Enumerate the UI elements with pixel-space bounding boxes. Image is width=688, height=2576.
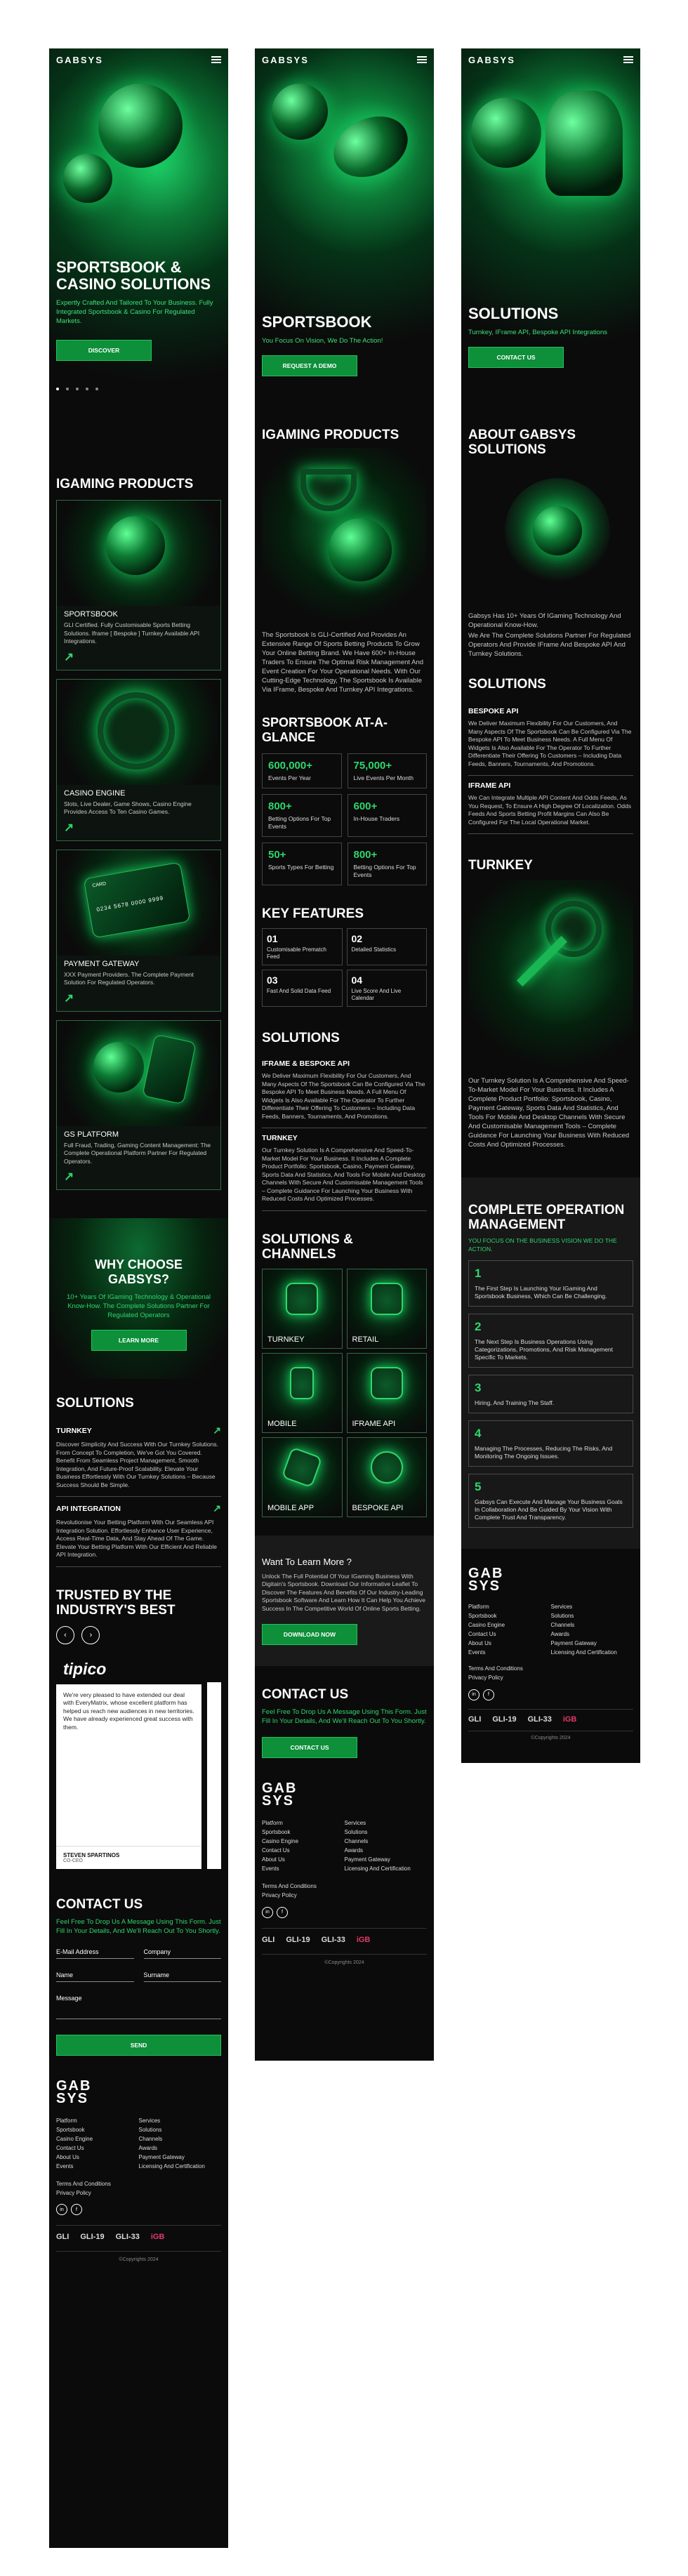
channel-card[interactable]: TURNKEY <box>262 1269 343 1349</box>
footer-link[interactable]: Awards <box>138 2144 158 2151</box>
hero-subtitle: Turnkey, IFrame API, Bespoke API Integrations <box>468 329 608 336</box>
stat-box: 800+ Betting Options For Top Events <box>348 843 428 885</box>
gli19-badge: GLI-19 <box>492 1715 517 1724</box>
footer-link[interactable]: About Us <box>56 2153 79 2160</box>
section-title: SOLUTIONS <box>56 1396 134 1411</box>
footer-link[interactable]: Licensing And Certification <box>344 1865 411 1872</box>
tennis-ball-graphic <box>93 1042 144 1092</box>
footer-link[interactable]: Licensing And Certification <box>138 2162 205 2169</box>
solution-item: IFRAME API We Can Integrate Multiple API Content And Odds Feeds, As You Request, To Ensure A High Degree Of Localization. Odds Feeds And Sports Betting Profit Margins Can Also Be Configured For The Local Operational Market. <box>468 776 633 834</box>
arrow-icon[interactable]: ↗ <box>64 649 74 663</box>
card-title: SPORTSBOOK <box>64 610 118 619</box>
why-choose-section <box>49 1218 228 1379</box>
carousel-dot[interactable] <box>86 388 88 390</box>
linkedin-icon[interactable]: in <box>468 1689 479 1700</box>
footer-link[interactable]: Solutions <box>550 1613 574 1619</box>
feature-box: 01 Customisable Prematch Feed <box>262 928 343 965</box>
learn-text: Unlock The Full Potential Of Your IGaming Business With Digitain's Sportsbook. Download Our Informative Leaflet To Discover The Features And Benefits Of Our Industry-Leading Sportsbook Software And Learn How It Can Help You Achieve Success In The Competitive World Of Online Sports Betting. <box>262 1572 425 1612</box>
footer-link[interactable]: Contact Us <box>468 1631 496 1637</box>
section-title: IGAMING PRODUCTS <box>262 428 399 442</box>
section-title: KEY FEATURES <box>262 906 364 921</box>
carousel-dot[interactable] <box>95 388 98 390</box>
copyright: ©Copyrights 2024 <box>262 1954 427 1965</box>
hero-title: SOLUTIONS <box>468 305 559 322</box>
footer-link[interactable]: About Us <box>262 1856 285 1863</box>
hero-subtitle: You Focus On Vision, We Do The Action! <box>262 337 383 345</box>
footer-link[interactable]: Channels <box>550 1622 575 1628</box>
section-title: SOLUTIONS & CHANNELS <box>262 1231 353 1262</box>
step-box: 2 The Next Step Is Business Operations Using Categorizations, Promotions, And Risk Management Specific To Markets. <box>468 1314 633 1368</box>
step-box: 3 Hiring, And Training The Staff. <box>468 1375 633 1413</box>
phone-graphic <box>142 1033 196 1104</box>
menu-icon[interactable] <box>417 56 427 63</box>
message-field[interactable]: Message <box>56 1995 221 2019</box>
download-now-button[interactable]: DOWNLOAD NOW <box>262 1624 357 1645</box>
discover-button[interactable]: DISCOVER <box>56 340 152 361</box>
copyright: ©Copyrights 2024 <box>468 1731 633 1741</box>
glance-section <box>255 694 434 885</box>
top-nav <box>255 48 434 71</box>
footer-link[interactable]: Sportsbook <box>262 1829 291 1835</box>
carousel-dot[interactable] <box>56 388 59 390</box>
product-card-platform[interactable] <box>56 1020 221 1191</box>
key-graphic <box>468 880 633 1069</box>
card-title: GS PLATFORM <box>64 1130 119 1139</box>
section-title: IGAMING PRODUCTS <box>56 477 194 491</box>
footer-link[interactable]: Casino Engine <box>56 2135 93 2142</box>
section-title: ABOUT GABSYS SOLUTIONS <box>468 428 576 457</box>
footer-link[interactable]: Solutions <box>138 2126 162 2133</box>
footer-logo[interactable]: GAB SYS <box>56 2078 92 2106</box>
carousel-dot[interactable] <box>76 388 79 390</box>
terms-link[interactable]: Terms And Conditions <box>56 2180 111 2187</box>
footer-link[interactable]: Channels <box>138 2135 163 2142</box>
gli19-badge: GLI-19 <box>80 2233 105 2241</box>
hero-title: SPORTSBOOK & CASINO SOLUTIONS <box>56 258 211 293</box>
laurel-graphic <box>468 464 633 605</box>
section-title: SPORTSBOOK AT-A-GLANCE <box>262 715 388 744</box>
section-title: TRUSTED BY THE INDUSTRY'S BEST <box>56 1587 176 1618</box>
contact-text: Feel Free To Drop Us A Message Using This Form. Just Fill In Your Details, And We'll Reach Out To You Shortly. <box>56 1917 221 1935</box>
learn-more-section <box>255 1535 434 1667</box>
privacy-link[interactable]: Privacy Policy <box>56 2189 91 2196</box>
terms-link[interactable]: Terms And Conditions <box>262 1883 317 1889</box>
card-text: XXX Payment Providers. The Complete Payment Solution For Regulated Operators. <box>64 970 194 986</box>
footer-link[interactable]: Payment Gateway <box>138 2153 185 2160</box>
stat-box: 800+ Betting Options For Top Events <box>262 794 342 837</box>
sports-ball-graphic <box>63 154 112 203</box>
features-section <box>255 885 434 1007</box>
products-section <box>49 456 228 1190</box>
step-box: 4 Managing The Processes, Reducing The Risks, And Monitoring The Ongoing Issues. <box>468 1420 633 1467</box>
product-card-casino[interactable] <box>56 679 221 841</box>
contact-us-button[interactable]: CONTACT US <box>468 347 564 368</box>
igb-badge: iGB <box>562 1715 577 1724</box>
channel-card[interactable]: MOBILE APP <box>262 1437 343 1517</box>
section-title: COMPLETE OPERATION MANAGEMENT <box>468 1203 625 1232</box>
footer-link[interactable]: Services <box>344 1820 366 1826</box>
footer-link[interactable]: Payment Gateway <box>344 1856 390 1863</box>
carousel-dot[interactable] <box>66 388 69 390</box>
sports-ball-graphic <box>98 84 183 168</box>
channel-card[interactable]: MOBILE <box>262 1353 343 1433</box>
footer-link[interactable]: Awards <box>344 1847 364 1854</box>
feature-box: 02 Detailed Statistics <box>347 928 428 965</box>
footer-logo[interactable]: GAB SYS <box>468 1566 504 1594</box>
carousel-next-button[interactable]: › <box>81 1626 100 1644</box>
learn-more-button[interactable]: LEARN MORE <box>91 1330 187 1351</box>
footer-link[interactable]: Platform <box>468 1604 489 1610</box>
products-section <box>255 407 434 694</box>
facebook-icon[interactable]: f <box>277 1907 288 1918</box>
testimonial-author: STEVEN SPARTINOS <box>63 1851 120 1858</box>
linkedin-icon[interactable]: in <box>262 1907 273 1918</box>
footer-link[interactable]: Awards <box>550 1631 570 1637</box>
copyright: ©Copyrights 2024 <box>56 2251 221 2262</box>
page-column-sportsbook <box>255 48 434 2061</box>
learn-title: Want To Learn More ? <box>262 1556 352 1567</box>
footer-link[interactable]: Events <box>56 2162 74 2169</box>
card-text: Slots, Live Dealer, Game Shows, Casino Engine Provides Access To Ten Casino Games. <box>64 800 192 815</box>
hero-section <box>49 48 228 456</box>
terms-link[interactable]: Terms And Conditions <box>468 1665 523 1672</box>
solutions-section <box>461 659 640 834</box>
footer-link[interactable]: Events <box>468 1649 486 1656</box>
top-nav <box>461 48 640 71</box>
card-title: CASINO ENGINE <box>64 788 126 798</box>
why-text: 10+ Years Of IGaming Technology & Operational Know-How. The Complete Solutions Partner For Regulated Operators <box>67 1293 211 1319</box>
logo[interactable]: GABSYS <box>56 54 103 65</box>
channel-card[interactable]: BESPOKE API <box>347 1437 428 1517</box>
footer <box>461 1549 640 1741</box>
about-section <box>461 407 640 659</box>
product-card-payment[interactable] <box>56 850 221 1012</box>
footer-link[interactable]: Events <box>262 1865 279 1872</box>
channel-card[interactable]: RETAIL <box>347 1269 428 1349</box>
gli33-badge: GLI-33 <box>115 2233 140 2241</box>
gli33-badge: GLI-33 <box>527 1715 552 1724</box>
testimonial-card-peek <box>207 1654 221 1869</box>
igb-badge: iGB <box>150 2233 165 2241</box>
solutions-section <box>255 1007 434 1211</box>
card-title: PAYMENT GATEWAY <box>64 959 140 968</box>
gli-badge: GLI <box>262 1935 275 1944</box>
footer-link[interactable]: Services <box>138 2117 161 2124</box>
section-title: TURNKEY <box>468 858 533 873</box>
logo[interactable]: GABSYS <box>468 54 515 65</box>
roulette-graphic <box>98 692 175 770</box>
footer-link[interactable]: Platform <box>56 2117 77 2124</box>
contact-section <box>255 1666 434 1758</box>
testimonial-role: CO-CEO <box>63 1858 83 1863</box>
gli33-badge: GLI-33 <box>321 1935 345 1944</box>
hero-section <box>461 48 640 407</box>
step-box: 1 The First Step Is Launching Your IGaming And Sportsbook Business, Which Can Be Challenging. <box>468 1260 633 1307</box>
company-field[interactable]: Company <box>144 1948 222 1959</box>
surname-field[interactable]: Surname <box>144 1971 222 1982</box>
channel-card[interactable]: IFRAME API <box>347 1353 428 1433</box>
name-field[interactable]: Name <box>56 1971 134 1982</box>
feature-box: 03 Fast And Solid Data Feed <box>262 970 343 1007</box>
footer-link[interactable]: Channels <box>344 1838 369 1844</box>
email-field[interactable]: E-Mail Address <box>56 1948 134 1959</box>
solution-item: BESPOKE API We Deliver Maximum Flexibility For Our Customers, And Many Aspects Of The Sportsbook Can Be Configured Via The Bespoke API To Meet Business Needs. A Full Menu Of Widgets Is Also Available For The Operator To Further Differentiate Their Offering To Customers – Including Data Feeds, Banners, Tournaments, And Promotions. <box>468 701 633 776</box>
step-box: 5 Gabsys Can Execute And Manage Your Business Goals In Collaboration And Be Guided By Your Vision With Complete Trust And Transparency. <box>468 1474 633 1528</box>
contact-us-button[interactable]: CONTACT US <box>262 1737 357 1758</box>
turnkey-section <box>461 834 640 1149</box>
footer-link[interactable]: Casino Engine <box>468 1622 505 1628</box>
football-graphic <box>471 98 541 168</box>
turnkey-text: Our Turnkey Solution Is A Comprehensive And Speed-To-Market Model For Your Business. It Includes A Complete Product Portfolio: Sportsbook, Casino, Payment Gateway, Sports Data And Statistics, And Tools For Mobile And Desktop Channels With Secure And Customisable Management Tools – Complete Guidance For Launching Your Business With Reduced Costs And Optimized Processes. <box>468 1077 630 1149</box>
solution-item: TURNKEY Our Turnkey Solution Is A Comprehensive And Speed-To-Market Model For Your Business. It Includes A Complete Product Portfolio: Sportsbook, Casino, Payment Gateway, Sports Data And Statistics, And Tools For Mobile And Desktop Channels With Secure And Customisable Management Tools – Complete Guidance For Launching Your Business With Reduced Costs And Optimized Processes. <box>262 1128 427 1211</box>
carousel-dots <box>56 388 221 390</box>
sports-ball-graphic <box>272 84 328 140</box>
menu-icon[interactable] <box>211 56 221 63</box>
contact-text: Feel Free To Drop Us A Message Using This Form. Just Fill In Your Details, And We'll Reach Out To You Shortly. <box>262 1708 427 1725</box>
gli-badge: GLI <box>468 1715 482 1724</box>
section-title: WHY CHOOSE GABSYS? <box>95 1257 183 1286</box>
credit-card-graphic: CARD 0234 5678 0000 9999 <box>84 861 191 938</box>
solution-item[interactable]: API INTEGRATION ↗ Revolutionise Your Betting Platform With Our Seamless API Integration Solution. Effortlessly Enhance User Experience, Access Real-Time Data, And Stay Ahead Of The Game. Elevate Your Betting Platform With Our Efficient And Reliable API Integration. <box>56 1497 221 1567</box>
igb-badge: iGB <box>356 1935 371 1944</box>
solution-item: IFRAME & BESPOKE API We Deliver Maximum Flexibility For Our Customers, And Many Aspects Of The Sportsbook Can Be Configured Via The Bespoke API To Meet Business Needs. A Full Menu Of Widgets Is Also Available For The Operator To Further Differentiate Their Offering To Customers – Including Data Feeds, Banners, Tournaments, And Promotions. <box>262 1054 427 1128</box>
page-column-home <box>49 48 228 2548</box>
card-text: Full Fraud, Trading, Gaming Content Management: The Complete Operational Platform Partner For Regulated Operators. <box>64 1141 211 1165</box>
top-nav <box>49 48 228 71</box>
footer-logo[interactable]: GAB SYS <box>262 1781 298 1809</box>
footer-link[interactable]: Payment Gateway <box>550 1640 597 1646</box>
footer-link[interactable]: Sportsbook <box>468 1613 497 1619</box>
footer-link[interactable]: Sportsbook <box>56 2126 85 2133</box>
about-text: We Are The Complete Solutions Partner For Regulated Operators And Provide IFrame And Bespoke API And Turnkey Solutions. <box>468 632 631 658</box>
footer-link[interactable]: Services <box>550 1604 573 1610</box>
card-text: GLI Certified. Fully Customisable Sports Betting Solutions. Iframe [ Bespoke ] Turnkey Available API Integrations. <box>64 621 200 645</box>
stat-box: 50+ Sports Types For Betting <box>262 843 342 885</box>
privacy-link[interactable]: Privacy Policy <box>262 1892 297 1898</box>
footer-link[interactable]: Casino Engine <box>262 1838 299 1844</box>
testimonial-card <box>56 1654 201 1869</box>
hero-section <box>255 48 434 407</box>
footer-link[interactable]: Solutions <box>344 1829 368 1835</box>
gli19-badge: GLI-19 <box>286 1935 310 1944</box>
facebook-icon[interactable]: f <box>71 2204 82 2215</box>
arrow-icon[interactable]: ↗ <box>64 820 74 834</box>
carousel-prev-button[interactable]: ‹ <box>56 1626 74 1644</box>
stat-box: 600+ In-House Traders <box>348 794 428 837</box>
hero-subtitle: Expertly Crafted And Tailored To Your Business. Fully Integrated Sportsbook & Casino For Regulated Markets. <box>56 299 213 325</box>
trusted-section <box>49 1567 228 1869</box>
testimonial-quote: We're very pleased to have extended our deal with EveryMatrix, whose excellent platform has helped us reach new audiences in new territories. We have already experienced great success with them. <box>63 1691 194 1731</box>
arrow-icon[interactable]: ↗ <box>213 1425 221 1436</box>
solutions-section <box>49 1379 228 1567</box>
about-text: Gabsys Has 10+ Years Of IGaming Technology And Operational Know-How. <box>468 612 621 629</box>
privacy-link[interactable]: Privacy Policy <box>468 1675 503 1681</box>
footer-link[interactable]: Platform <box>262 1820 283 1826</box>
stat-box: 75,000+ Live Events Per Month <box>348 753 428 788</box>
footer-link[interactable]: Contact Us <box>262 1847 290 1854</box>
section-title: SOLUTIONS <box>262 1031 340 1045</box>
client-logo: tipico <box>63 1659 107 1678</box>
section-title: CONTACT US <box>56 1896 143 1912</box>
gli-badge: GLI <box>56 2233 70 2241</box>
footer <box>49 2056 228 2263</box>
stat-box: 600,000+ Events Per Year <box>262 753 342 788</box>
football-graphic <box>106 516 165 575</box>
footer <box>255 1758 434 1965</box>
section-title: SOLUTIONS <box>468 677 546 692</box>
logo[interactable]: GABSYS <box>262 54 309 65</box>
solution-item[interactable]: TURNKEY ↗ Discover Simplicity And Success With Our Turnkey Solutions. From Concept To Completion, We've Got You Covered. Benefit From Seamless Project Management, Smooth Integration, And Future-Proof Scalability. Elevate Your Business Effortlessly With Our Turnkey Solutions – Because Success Should Be Simple. <box>56 1419 221 1497</box>
facebook-icon[interactable]: f <box>483 1689 494 1700</box>
arrow-icon[interactable]: ↗ <box>213 1502 221 1514</box>
page-column-solutions <box>461 48 640 1763</box>
products-text: The Sportsbook Is GLI-Certified And Provides An Extensive Range Of Sports Betting Products To Grow Your Online Betting Brand. We Have 600+ In-House Traders To Ensure The Optimal Risk Management And Event Creation For Your Operational Needs. With Our Cutting-Edge Technology, The Sportsbook Is Available Via IFrame, Bespoke And Turnkey API Integrations. <box>262 631 424 694</box>
shoe-graphic <box>545 91 623 196</box>
arrow-icon[interactable]: ↗ <box>64 991 74 1005</box>
arrow-icon[interactable]: ↗ <box>64 1170 74 1183</box>
request-demo-button[interactable]: REQUEST A DEMO <box>262 355 357 376</box>
footer-link[interactable]: Contact Us <box>56 2144 84 2151</box>
footer-link[interactable]: Licensing And Certification <box>550 1649 617 1656</box>
channels-section <box>255 1211 434 1517</box>
section-subtitle: YOU FOCUS ON THE BUSINESS VISION WE DO THE ACTION. <box>468 1237 617 1253</box>
product-card-sportsbook[interactable] <box>56 500 221 671</box>
menu-icon[interactable] <box>623 56 633 63</box>
feature-box: 04 Live Score And Live Calendar <box>347 970 428 1007</box>
send-button[interactable]: SEND <box>56 2035 221 2056</box>
hero-title: SPORTSBOOK <box>262 313 372 331</box>
trophy-graphic <box>262 448 427 623</box>
linkedin-icon[interactable]: in <box>56 2204 67 2215</box>
operation-section <box>461 1177 640 1549</box>
footer-link[interactable]: About Us <box>468 1640 491 1646</box>
contact-section <box>49 1869 228 2056</box>
section-title: CONTACT US <box>262 1687 349 1702</box>
